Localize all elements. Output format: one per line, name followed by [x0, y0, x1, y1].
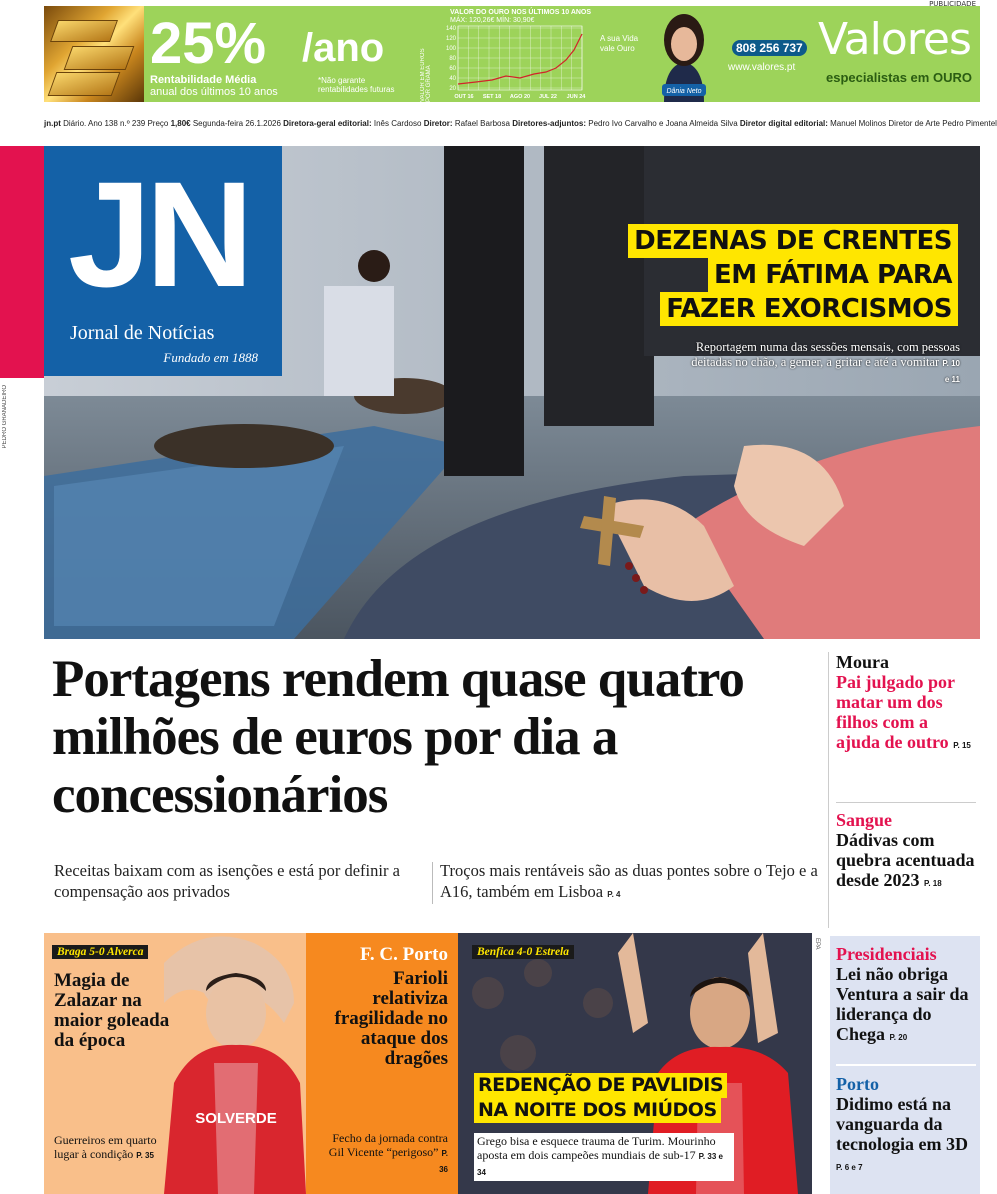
ad-chart-ylabel: VALOR EM EUROS POR GRAMA [420, 48, 432, 102]
shirt-sponsor: SOLVERDE [195, 1110, 277, 1127]
ad-spokeswoman-photo [634, 6, 734, 102]
braga-sub: Guerreiros em quarto lugar à condição P. 35 [54, 1133, 157, 1161]
ad-chart-ytick: 40 [449, 76, 456, 82]
advertisement-banner[interactable] [44, 6, 980, 102]
headline-subtitle-left: Receitas baixam com as isenções e está por definir a compensação aos privados [54, 861, 400, 901]
story-kicker: Porto [836, 1074, 879, 1094]
teaser-line: DEZENAS DE CRENTES [628, 224, 958, 258]
ad-chart-title: VALOR DO OURO NOS ÚLTIMOS 10 ANOS [450, 9, 592, 16]
ad-chart-xtick: JUL 22 [539, 94, 557, 100]
story-page: P. 20 [889, 1033, 908, 1042]
ad-vida-text: A sua Vida vale Ouro [600, 34, 639, 53]
masthead-meta-line: jn.pt Diário. Ano 138 n.º 239 Preço 1,80€ Segunda-feira 26.1.2026 Diretora-geral editorial: Inês Cardoso Diretor: Rafael Barbosa Diretores-adjuntos: Pedro Ivo Carvalho e Joana Almeida Silva Diretor digital editorial: Manuel Molinos Diretor de Arte Pedro Pimentel [44, 119, 997, 128]
ad-note-line1: *Não garante [318, 76, 366, 85]
gold-price-chart [436, 24, 586, 102]
logo-founded: Fundado em 1888 [163, 350, 258, 365]
benfica-photo-credit: EPA [814, 938, 820, 950]
ad-chart-ytick: 140 [445, 26, 456, 32]
sidebar-story-porto[interactable] [836, 1074, 976, 1178]
ad-phone-number[interactable]: 808 256 737 [732, 40, 807, 56]
gold-bars-image [44, 6, 144, 102]
benfica-title: REDENÇÃO DE PAVLIDIS NA NOITE DOS MIÚDOS [474, 1073, 727, 1123]
story-page: P. 15 [953, 741, 971, 750]
story-page: P. 18 [924, 879, 942, 888]
logo-letters: JN [68, 150, 248, 318]
accent-bar [0, 146, 44, 378]
story-text: Didimo está na vanguarda da tecnologia em 3D [836, 1094, 968, 1154]
fc-porto-story[interactable] [306, 933, 458, 1194]
porto-sub: Fecho da jornada contra Gil Vicente “perigoso” P. 36 [328, 1131, 448, 1174]
teaser-line: FAZER EXORCISMOS [660, 292, 958, 326]
site-link[interactable]: jn.pt [44, 119, 61, 128]
porto-kicker: F. C. Porto [360, 944, 448, 965]
ad-chart-xtick: SET 18 [482, 94, 502, 100]
ad-chart-xtick: OUT 16 [454, 94, 474, 100]
braga-story[interactable] [44, 933, 306, 1194]
ad-rent-line2: anual dos últimos 10 anos [150, 86, 278, 98]
ad-per-year: /ano [302, 26, 385, 70]
story-text: Dádivas com quebra acentuada desde 2023 [836, 830, 975, 890]
ad-chart-xtick: JUN 24 [566, 94, 586, 100]
ad-percentage: 25% [150, 11, 267, 76]
logo-name: Jornal de Notícias [70, 322, 215, 344]
story-kicker: Presidenciais [836, 944, 937, 964]
ad-tagline: especialistas em OURO [826, 70, 972, 85]
story-page: P. 6 e 7 [836, 1163, 863, 1172]
braga-title: Magia de Zalazar na maior goleada da época [54, 970, 170, 1051]
ad-note-line2: rentabilidades futuras [318, 85, 395, 94]
divider [432, 862, 433, 904]
divider [836, 1064, 976, 1066]
sidebar-story-moura[interactable] [836, 652, 976, 756]
ad-brand-logo: Valores [818, 14, 971, 65]
benfica-score-tag: Benfica 4-0 Estrela [472, 945, 574, 959]
teaser-page: P. 10 e 11 [942, 359, 960, 384]
ad-label: PUBLICIDADE [929, 0, 976, 8]
divider [836, 802, 976, 803]
jn-logo[interactable] [44, 146, 282, 376]
benfica-sub: Grego bisa e esquece trauma de Turim. Mourinho aposta em dois campeões mundiais de sub-17 P. 33 e 34 [474, 1133, 734, 1181]
sidebar-story-presidenciais[interactable] [836, 944, 976, 1048]
story-text: Lei não obriga Ventura a sair da liderança do Chega [836, 964, 969, 1044]
sidebar-story-sangue[interactable] [836, 810, 976, 894]
story-kicker: Moura [836, 652, 889, 672]
benfica-story[interactable] [458, 933, 812, 1194]
story-kicker: Sangue [836, 810, 893, 830]
ad-chart-ytick: 60 [449, 66, 456, 72]
headline-subtitle-right: Troços mais rentáveis são as duas pontes sobre o Tejo e a A16, também em Lisboa P. 4 [440, 861, 818, 901]
ad-rent-line1: Rentabilidade Média [150, 74, 257, 86]
braga-score-tag: Braga 5-0 Alverca [52, 945, 148, 959]
exorcism-teaser[interactable] [628, 224, 958, 326]
teaser-line: EM FÁTIMA PARA [708, 258, 958, 292]
photo-credit: PEDRO GRANADEIRO [2, 385, 8, 449]
ad-chart-ytick: 120 [445, 36, 456, 42]
ad-chart-subtitle: MÁX: 120,26€ MÍN: 30,90€ [450, 17, 535, 24]
divider [828, 652, 829, 928]
ad-chart-ytick: 100 [445, 46, 456, 52]
porto-title: Farioli relativiza fragilidade no ataque dos dragões [334, 968, 448, 1069]
ad-chart-xtick: AGO 20 [509, 94, 531, 100]
ad-chart-ytick: 20 [449, 86, 456, 92]
ad-chart-ytick: 80 [449, 56, 456, 62]
main-headline[interactable]: Portagens rendem quase quatro milhões de euros por dia a concessionários [52, 650, 744, 824]
ad-person-name: Dânia Neto [666, 88, 702, 95]
teaser-subtitle: Reportagem numa das sessões mensais, com pessoas deitadas no chão, a gemer, a gritar e até a vomitar P. 10 e 11 [691, 340, 960, 384]
ad-url-link[interactable]: www.valores.pt [728, 62, 796, 73]
headline-page: P. 4 [607, 890, 621, 899]
story-text: Pai julgado por matar um dos filhos com a ajuda de outro [836, 672, 955, 752]
